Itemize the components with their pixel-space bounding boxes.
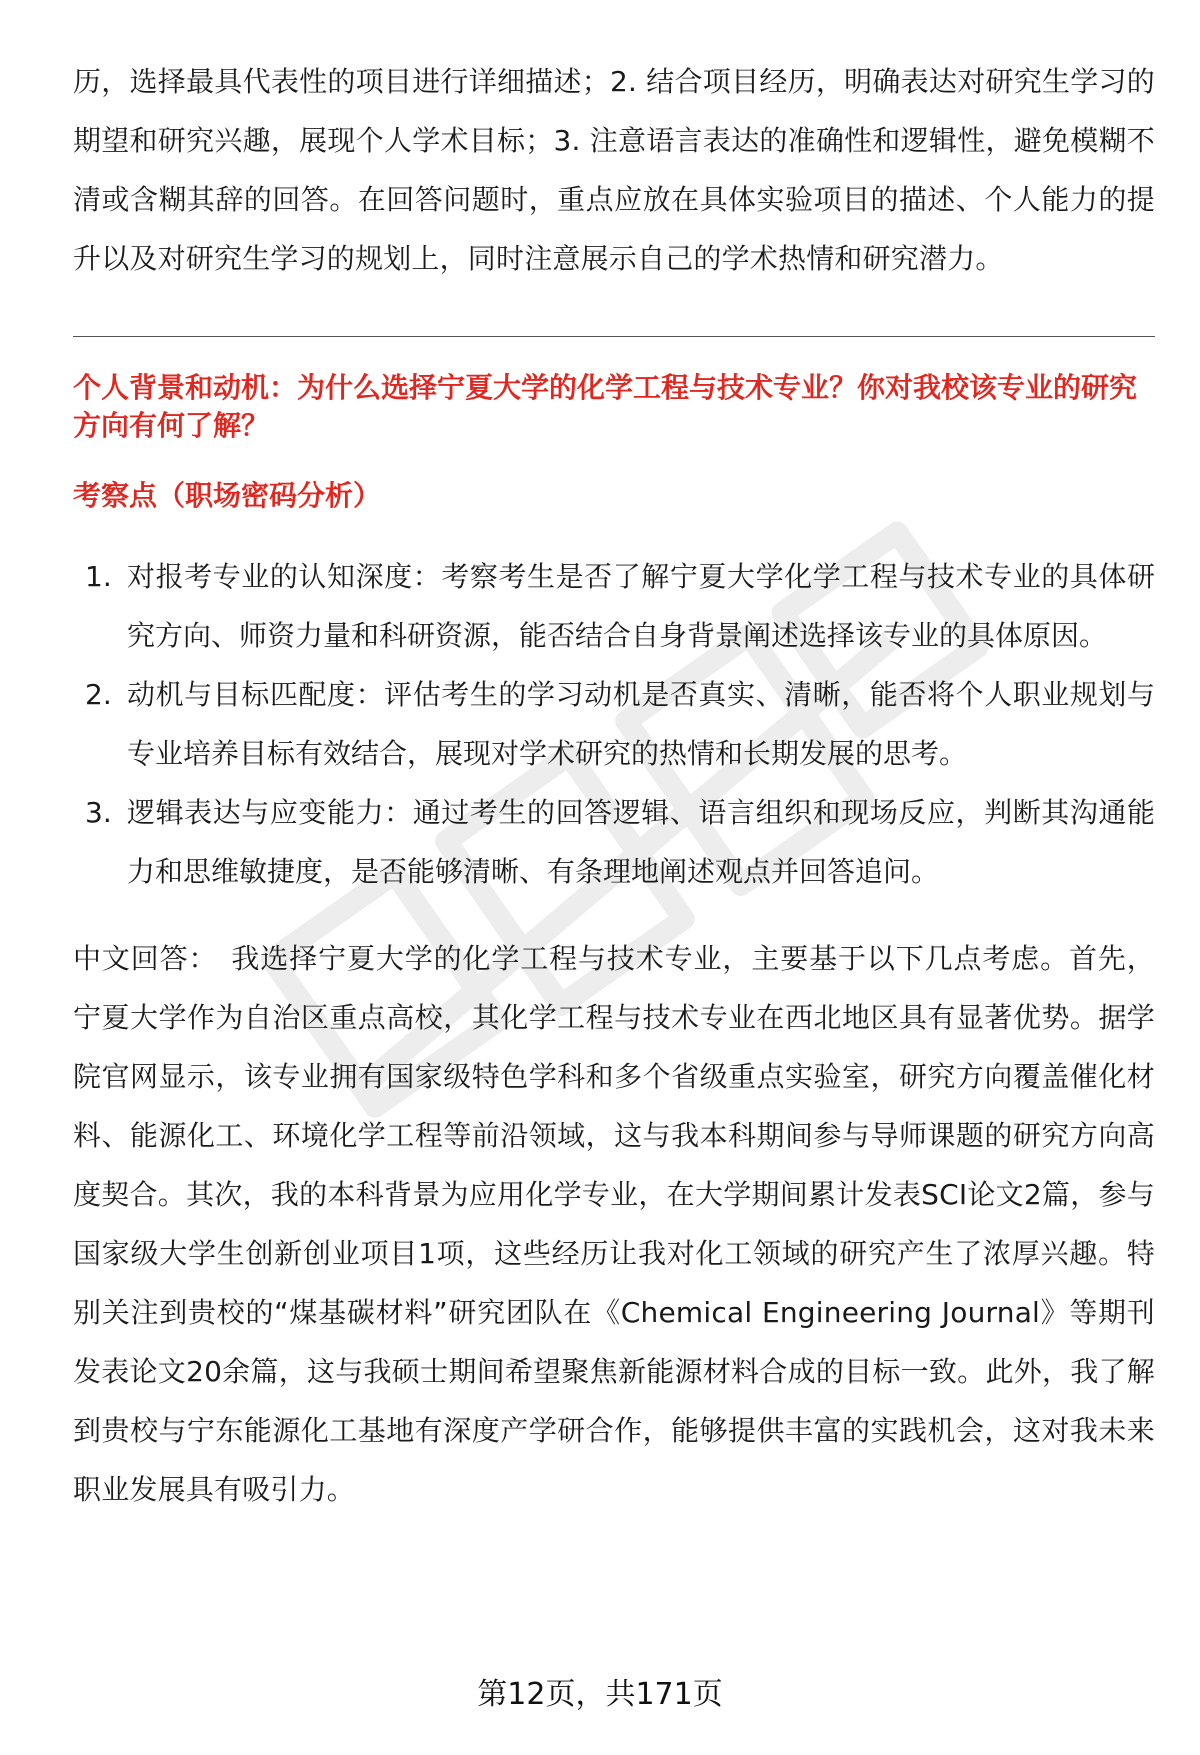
point-text: 对报考专业的认知深度：考察考生是否了解宁夏大学化学工程与技术专业的具体研究方向、师资力量和科研资源，能否结合自身背景阐述选择该专业的具体原因。: [127, 560, 1155, 652]
section-divider: [73, 336, 1155, 337]
assessment-point: [73, 665, 1155, 783]
intro-paragraph: 历，选择最具代表性的项目进行详细描述；2. 结合项目经历，明确表达对研究生学习的期望和研究兴趣，展现个人学术目标；3. 注意语言表达的准确性和逻辑性，避免模糊不清或含糊其辞的回答。在回答问题时，重点应放在具体实验项目的描述、个人能力的提升以及对研究生学习的规划上，同时注意展示自己的学术热情和研究潜力。: [73, 65, 1155, 275]
assessment-point: [73, 547, 1155, 665]
points-heading: 考察点（职场密码分析）: [73, 479, 382, 512]
assessment-point: [73, 783, 1155, 901]
page-footer: 第12页，共171页: [477, 1677, 723, 1712]
point-number: 1.: [85, 560, 112, 593]
point-number: 2.: [85, 678, 112, 711]
point-number: 3.: [85, 796, 112, 829]
document-page: [73, 52, 1155, 1519]
answer-text: 我选择宁夏大学的化学工程与技术专业，主要基于以下几点考虑。首先，宁夏大学作为自治区重点高校，其化学工程与技术专业在西北地区具有显著优势。据学院官网显示，该专业拥有国家级特色学科和多个省级重点实验室，研究方向覆盖催化材料、能源化工、环境化学工程等前沿领域，这与我本科期间参与导师课题的研究方向高度契合。其次，我的本科背景为应用化学专业，在大学期间累计发表SCI论文2篇，参与国家级大学生创新创业项目1项，这些经历让我对化工领域的研究产生了浓厚兴趣。特别关注到贵校的“煤基碳材料”研究团队在《Chemical Engineering Journal》等期刊发表论文20余篇，这与我硕士期间希望聚焦新能源材料合成的目标一致。此外，我了解到贵校与宁东能源化工基地有深度产学研合作，能够提供丰富的实践机会，这对我未来职业发展具有吸引力。: [73, 942, 1155, 1506]
answer-label: 中文回答：: [73, 942, 218, 975]
point-text: 逻辑表达与应变能力：通过考生的回答逻辑、语言组织和现场反应，判断其沟通能力和思维敏捷度，是否能够清晰、有条理地阐述观点并回答追问。: [127, 796, 1155, 888]
answer-paragraph: [73, 929, 1155, 1519]
point-text: 动机与目标匹配度：评估考生的学习动机是否真实、清晰，能否将个人职业规划与专业培养目标有效结合，展现对学术研究的热情和长期发展的思考。: [127, 678, 1155, 770]
interview-question: 个人背景和动机：为什么选择宁夏大学的化学工程与技术专业？你对我校该专业的研究方向有何了解？: [73, 371, 1138, 442]
assessment-points-list: [73, 547, 1155, 901]
